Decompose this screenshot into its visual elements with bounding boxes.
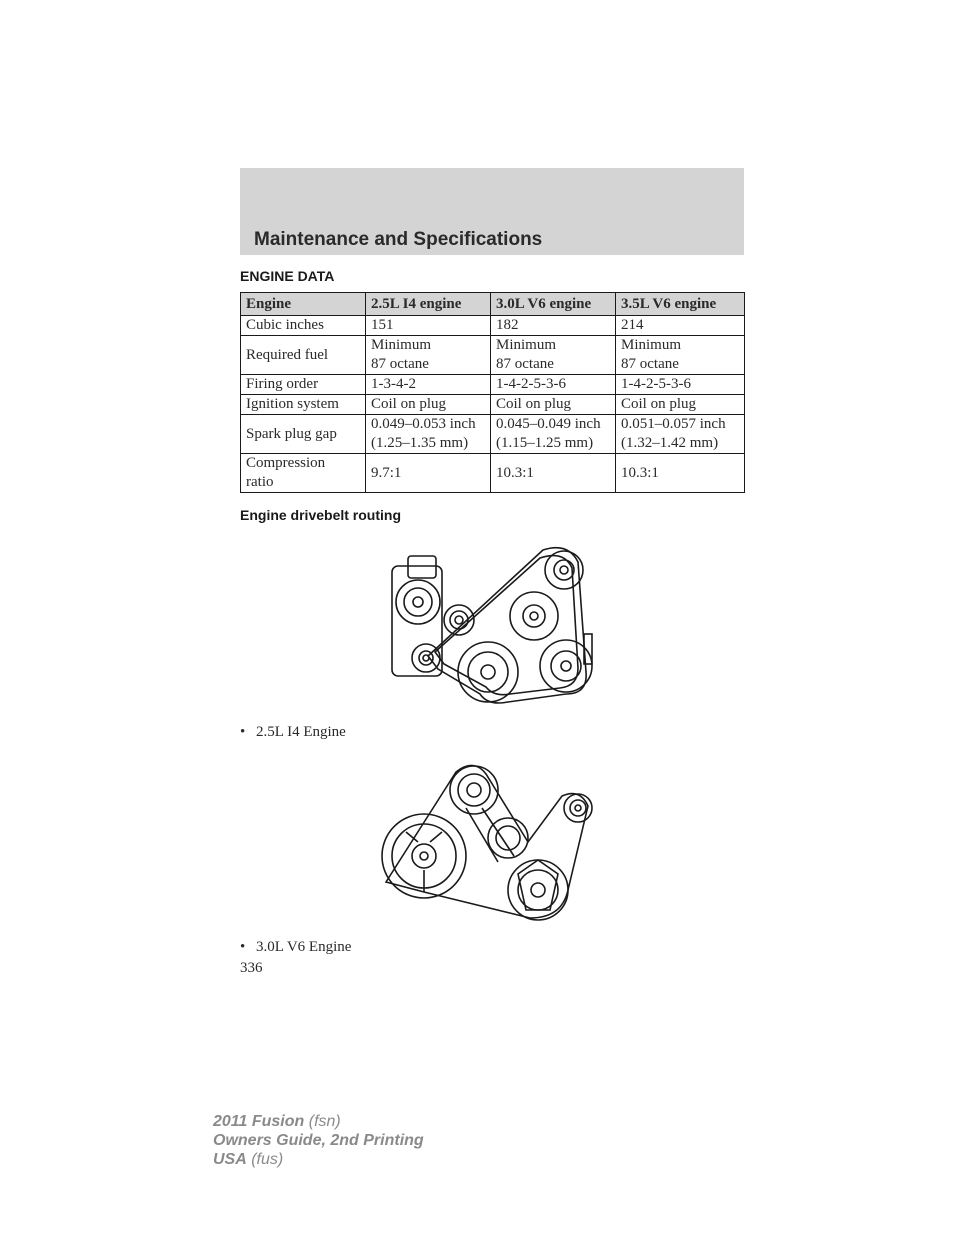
cell-text: 87 octane <box>621 356 679 372</box>
cell-text: (1.25–1.35 mm) <box>371 435 469 451</box>
footer-line-2 <box>213 1131 424 1150</box>
table-header: 3.0L V6 engine <box>491 293 616 316</box>
cell-text: Coil on plug <box>621 396 697 412</box>
table-row <box>241 336 745 375</box>
bullet-dot: • <box>240 724 246 740</box>
section-header-band <box>240 168 744 255</box>
cell-text: 9.7:1 <box>371 464 402 481</box>
cell-text: 0.045–0.049 inch <box>496 416 601 432</box>
table-cell <box>616 336 745 375</box>
table-cell <box>491 336 616 375</box>
row-label <box>241 395 366 415</box>
table-cell <box>616 316 745 336</box>
engine-data-table <box>240 292 745 493</box>
table-header: 3.5L V6 engine <box>616 293 745 316</box>
footer-printing: Owners Guide, 2nd Printing <box>213 1132 424 1149</box>
row-label-text: Compression <box>246 455 326 471</box>
table-cell <box>366 336 491 375</box>
cell-text: Minimum <box>371 337 432 353</box>
footer <box>213 1112 424 1169</box>
table-cell <box>491 415 616 454</box>
table-cell <box>491 454 616 493</box>
cell-text: 1-3-4-2 <box>371 376 416 392</box>
footer-market-code: (fus) <box>246 1151 284 1168</box>
row-label <box>241 336 366 375</box>
cell-text: 1-4-2-5-3-6 <box>496 376 566 392</box>
figure-caption-v6 <box>240 939 351 956</box>
page-title: Maintenance and Specifications <box>254 229 543 250</box>
cell-text: 10.3:1 <box>621 464 659 481</box>
cell-text: (1.15–1.25 mm) <box>496 435 594 451</box>
table-header: Engine <box>241 293 366 316</box>
table-cell <box>366 395 491 415</box>
cell-text: 1-4-2-5-3-6 <box>621 376 691 392</box>
section-title: ENGINE DATA <box>240 268 335 284</box>
table-row <box>241 454 745 493</box>
row-label-text: Ignition system <box>246 396 339 412</box>
table-cell <box>491 316 616 336</box>
table-cell <box>366 375 491 395</box>
row-label <box>241 375 366 395</box>
cell-text: (1.32–1.42 mm) <box>621 435 719 451</box>
table-row <box>241 395 745 415</box>
drivebelt-diagram-v6 <box>378 762 600 924</box>
row-label-text: Cubic inches <box>246 317 324 333</box>
caption-text: 3.0L V6 Engine <box>256 939 352 955</box>
cell-text: Minimum <box>621 337 682 353</box>
cell-text: 0.049–0.053 inch <box>371 416 476 432</box>
cell-text: 10.3:1 <box>496 464 534 481</box>
table-row <box>241 415 745 454</box>
cell-text: 0.051–0.057 inch <box>621 416 726 432</box>
footer-model-code: (fsn) <box>304 1113 341 1130</box>
table-cell <box>366 316 491 336</box>
row-label-text: Spark plug gap <box>246 425 337 442</box>
caption-text: 2.5L I4 Engine <box>256 724 346 740</box>
cell-text: Minimum <box>496 337 557 353</box>
row-label <box>241 415 366 454</box>
cell-text: 151 <box>371 317 394 333</box>
table-header-row <box>241 293 745 316</box>
row-label <box>241 316 366 336</box>
table-row <box>241 316 745 336</box>
footer-market: USA <box>213 1151 247 1168</box>
figure-caption-i4 <box>240 724 346 741</box>
footer-model: 2011 Fusion <box>213 1113 305 1130</box>
table-cell <box>616 395 745 415</box>
table-cell <box>616 415 745 454</box>
cell-text: 182 <box>496 317 519 333</box>
drivebelt-routing-title: Engine drivebelt routing <box>240 507 402 523</box>
row-label-text: Firing order <box>246 376 319 392</box>
row-label-text: Required fuel <box>246 346 329 363</box>
cell-text: 87 octane <box>371 356 429 372</box>
table-header: 2.5L I4 engine <box>366 293 491 316</box>
row-label <box>241 454 366 493</box>
table-cell <box>491 375 616 395</box>
table-cell <box>491 395 616 415</box>
footer-line-3 <box>213 1150 424 1169</box>
table-cell <box>616 454 745 493</box>
table-row <box>241 375 745 395</box>
cell-text: 87 octane <box>496 356 554 372</box>
page-number: 336 <box>240 960 263 976</box>
cell-text: 214 <box>621 317 644 333</box>
table-cell <box>366 454 491 493</box>
footer-line-1 <box>213 1112 424 1131</box>
row-label-text: ratio <box>246 474 274 490</box>
bullet-dot: • <box>240 939 246 955</box>
drivebelt-diagram-i4 <box>388 544 598 706</box>
cell-text: Coil on plug <box>496 396 572 412</box>
table-cell <box>616 375 745 395</box>
table-cell <box>366 415 491 454</box>
cell-text: Coil on plug <box>371 396 447 412</box>
